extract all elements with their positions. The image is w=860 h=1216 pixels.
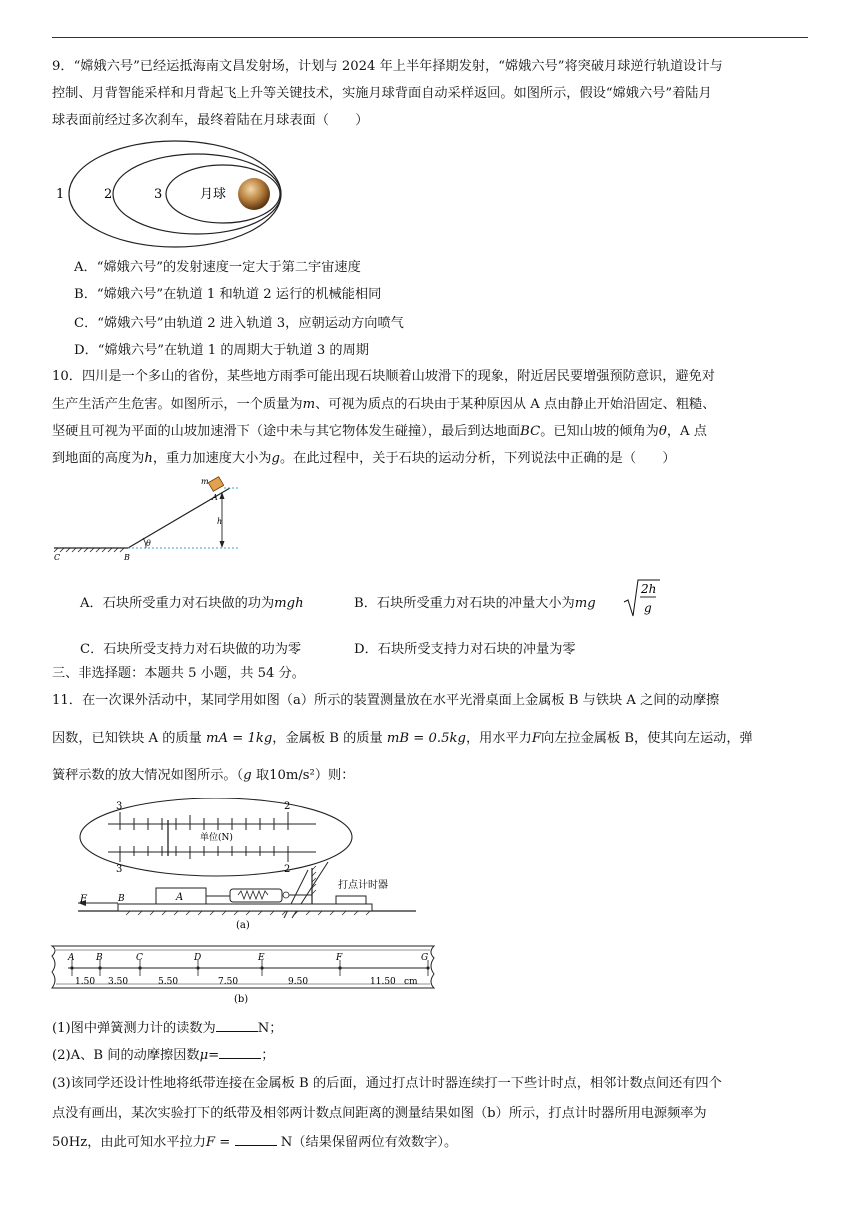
svg-text:打点计时器: 打点计时器 [338, 880, 388, 891]
q11-line-3: 簧秤示数的放大情况如图所示。（g 取10m/s²）则： [52, 768, 355, 783]
q9-orbit-figure [40, 136, 300, 256]
svg-text:7.50: 7.50 [218, 977, 239, 987]
q9-option-c: C．“嫦娥六号”由轨道 2 进入轨道 3，应朝运动方向喷气 [74, 316, 404, 331]
q10-option-a: A．石块所受重力对石块做的功为mgh [80, 596, 304, 611]
answer-blank-3[interactable] [235, 1133, 277, 1146]
svg-text:θ: θ [146, 539, 151, 548]
q9-option-d: D．“嫦娥六号”在轨道 1 的周期大于轨道 3 的周期 [74, 343, 369, 358]
svg-text:3: 3 [116, 864, 123, 875]
svg-text:F: F [80, 894, 87, 905]
orbit-1-label: 1 [56, 187, 65, 202]
section-heading: 三、非选择题：本题共 5 小题，共 54 分。 [52, 666, 305, 681]
svg-text:3: 3 [116, 801, 123, 812]
q11-sub-3-line-3: 50Hz，由此可知水平拉力F = N（结果保留两位有效数字）。 [52, 1135, 458, 1150]
q9-line-3: 球表面前经过多次刹车，最终着陆在月球表面（ ） [52, 113, 369, 128]
svg-text:h: h [217, 517, 223, 526]
answer-blank-1[interactable] [216, 1019, 258, 1032]
q11-sub-2: (2)A、B 间的动摩擦因数μ= ； [52, 1048, 275, 1063]
svg-text:2h: 2h [641, 582, 657, 596]
svg-text:11.50: 11.50 [370, 977, 396, 987]
q9-option-a: A．“嫦娥六号”的发射速度一定大于第二宇宙速度 [74, 260, 361, 275]
q11-sub-1: (1)图中弹簧测力计的读数为 N； [52, 1021, 283, 1036]
q10-line-1: 10．四川是一个多山的省份，某些地方雨季可能出现石块顺着山坡滑下的现象，附近居民要增强预防意识，避免对 [52, 369, 715, 384]
q10-option-d: D．石块所受支持力对石块的冲量为零 [354, 642, 576, 657]
q11-sub-3-line-1: (3)该同学还设计性地将纸带连接在金属板 B 的后面，通过打点计时器连续打一下些计时点，相邻计数点间还有四个 [52, 1076, 722, 1091]
svg-text:2: 2 [284, 864, 291, 875]
svg-text:G: G [421, 953, 429, 963]
q11-figure-b-tape [48, 940, 438, 1006]
svg-text:3.50: 3.50 [108, 977, 129, 987]
answer-blank-2[interactable] [219, 1046, 261, 1059]
q10-line-3: 坚硬且可视为平面的山坡加速滑下（途中未与其它物体发生碰撞），最后到达地面BC。已知山坡的倾角为θ，A 点 [52, 424, 707, 439]
q11-line-2: 因数，已知铁块 A 的质量 mA = 1kg，金属板 B 的质量 mB = 0.5kg，用水平力F向左拉金属板 B，使其向左运动，弹 [52, 731, 753, 746]
svg-text:1.50: 1.50 [75, 977, 96, 987]
svg-text:2: 2 [284, 801, 291, 812]
metal-board-b [118, 904, 372, 911]
svg-text:F: F [336, 953, 343, 963]
q11-sub-3-line-2: 点没有画出，某次实验打下的纸带及相邻两计数点间距离的测量结果如图（b）所示，打点计时器所用电源频率为 [52, 1106, 707, 1121]
q9-line-2: 控制、月背智能采样和月背起飞上升等关键技术，实施月球背面自动采样返回。如图所示，假设“嫦娥六号”着陆月 [52, 86, 712, 101]
svg-text:C: C [54, 553, 61, 562]
q9-option-b: B．“嫦娥六号”在轨道 1 和轨道 2 运行的机械能相同 [74, 287, 382, 302]
svg-text:g: g [644, 601, 652, 615]
svg-text:D: D [194, 953, 202, 963]
svg-text:B: B [118, 894, 125, 904]
svg-text:A: A [212, 493, 218, 502]
q10-line-4: 到地面的高度为h，重力加速度大小为g。在此过程中，关于石块的运动分析，下列说法中正确的是（ ） [52, 451, 676, 466]
sqrt-2h-over-g [622, 576, 662, 620]
q10-slope-figure [52, 472, 252, 572]
orbit-3-label: 3 [154, 187, 163, 202]
orbit-2-label: 2 [104, 187, 113, 202]
stone-block [208, 477, 223, 492]
q10-line-2: 生产生活产生危害。如图所示，一个质量为m、可视为质点的石块由于某种原因从 A 点由静止开始沿固定、粗糙、 [52, 397, 716, 412]
moon-icon [238, 178, 270, 210]
svg-text:A: A [68, 953, 75, 963]
svg-text:B: B [96, 953, 103, 963]
q9-line-1: 9．“嫦娥六号”已经运抵海南文昌发射场，计划与 2024 年上半年择期发射，“嫦娥六号”将突破月球逆行轨道设计与 [52, 59, 723, 74]
svg-text:(a): (a) [236, 920, 250, 931]
dot-timer [336, 896, 366, 904]
moon-label: 月球 [200, 187, 227, 202]
svg-text:B: B [124, 553, 130, 562]
svg-text:单位(N): 单位(N) [200, 833, 233, 843]
q10-option-c: C．石块所受支持力对石块做的功为零 [80, 642, 302, 657]
svg-text:E: E [258, 953, 265, 963]
svg-text:5.50: 5.50 [158, 977, 179, 987]
svg-text:9.50: 9.50 [288, 977, 309, 987]
q10-option-b: B．石块所受重力对石块的冲量大小为mg [354, 596, 596, 611]
q11-figure-a [72, 798, 432, 938]
header-rule [52, 37, 808, 38]
svg-text:C: C [136, 953, 143, 963]
svg-text:A: A [176, 892, 184, 903]
svg-text:cm: cm [404, 977, 418, 987]
svg-text:(b): (b) [234, 994, 249, 1005]
svg-text:m: m [201, 477, 209, 486]
q11-line-1: 11．在一次课外活动中，某同学用如图（a）所示的装置测量放在水平光滑桌面上金属板 B 与铁块 A 之间的动摩擦 [52, 693, 720, 708]
